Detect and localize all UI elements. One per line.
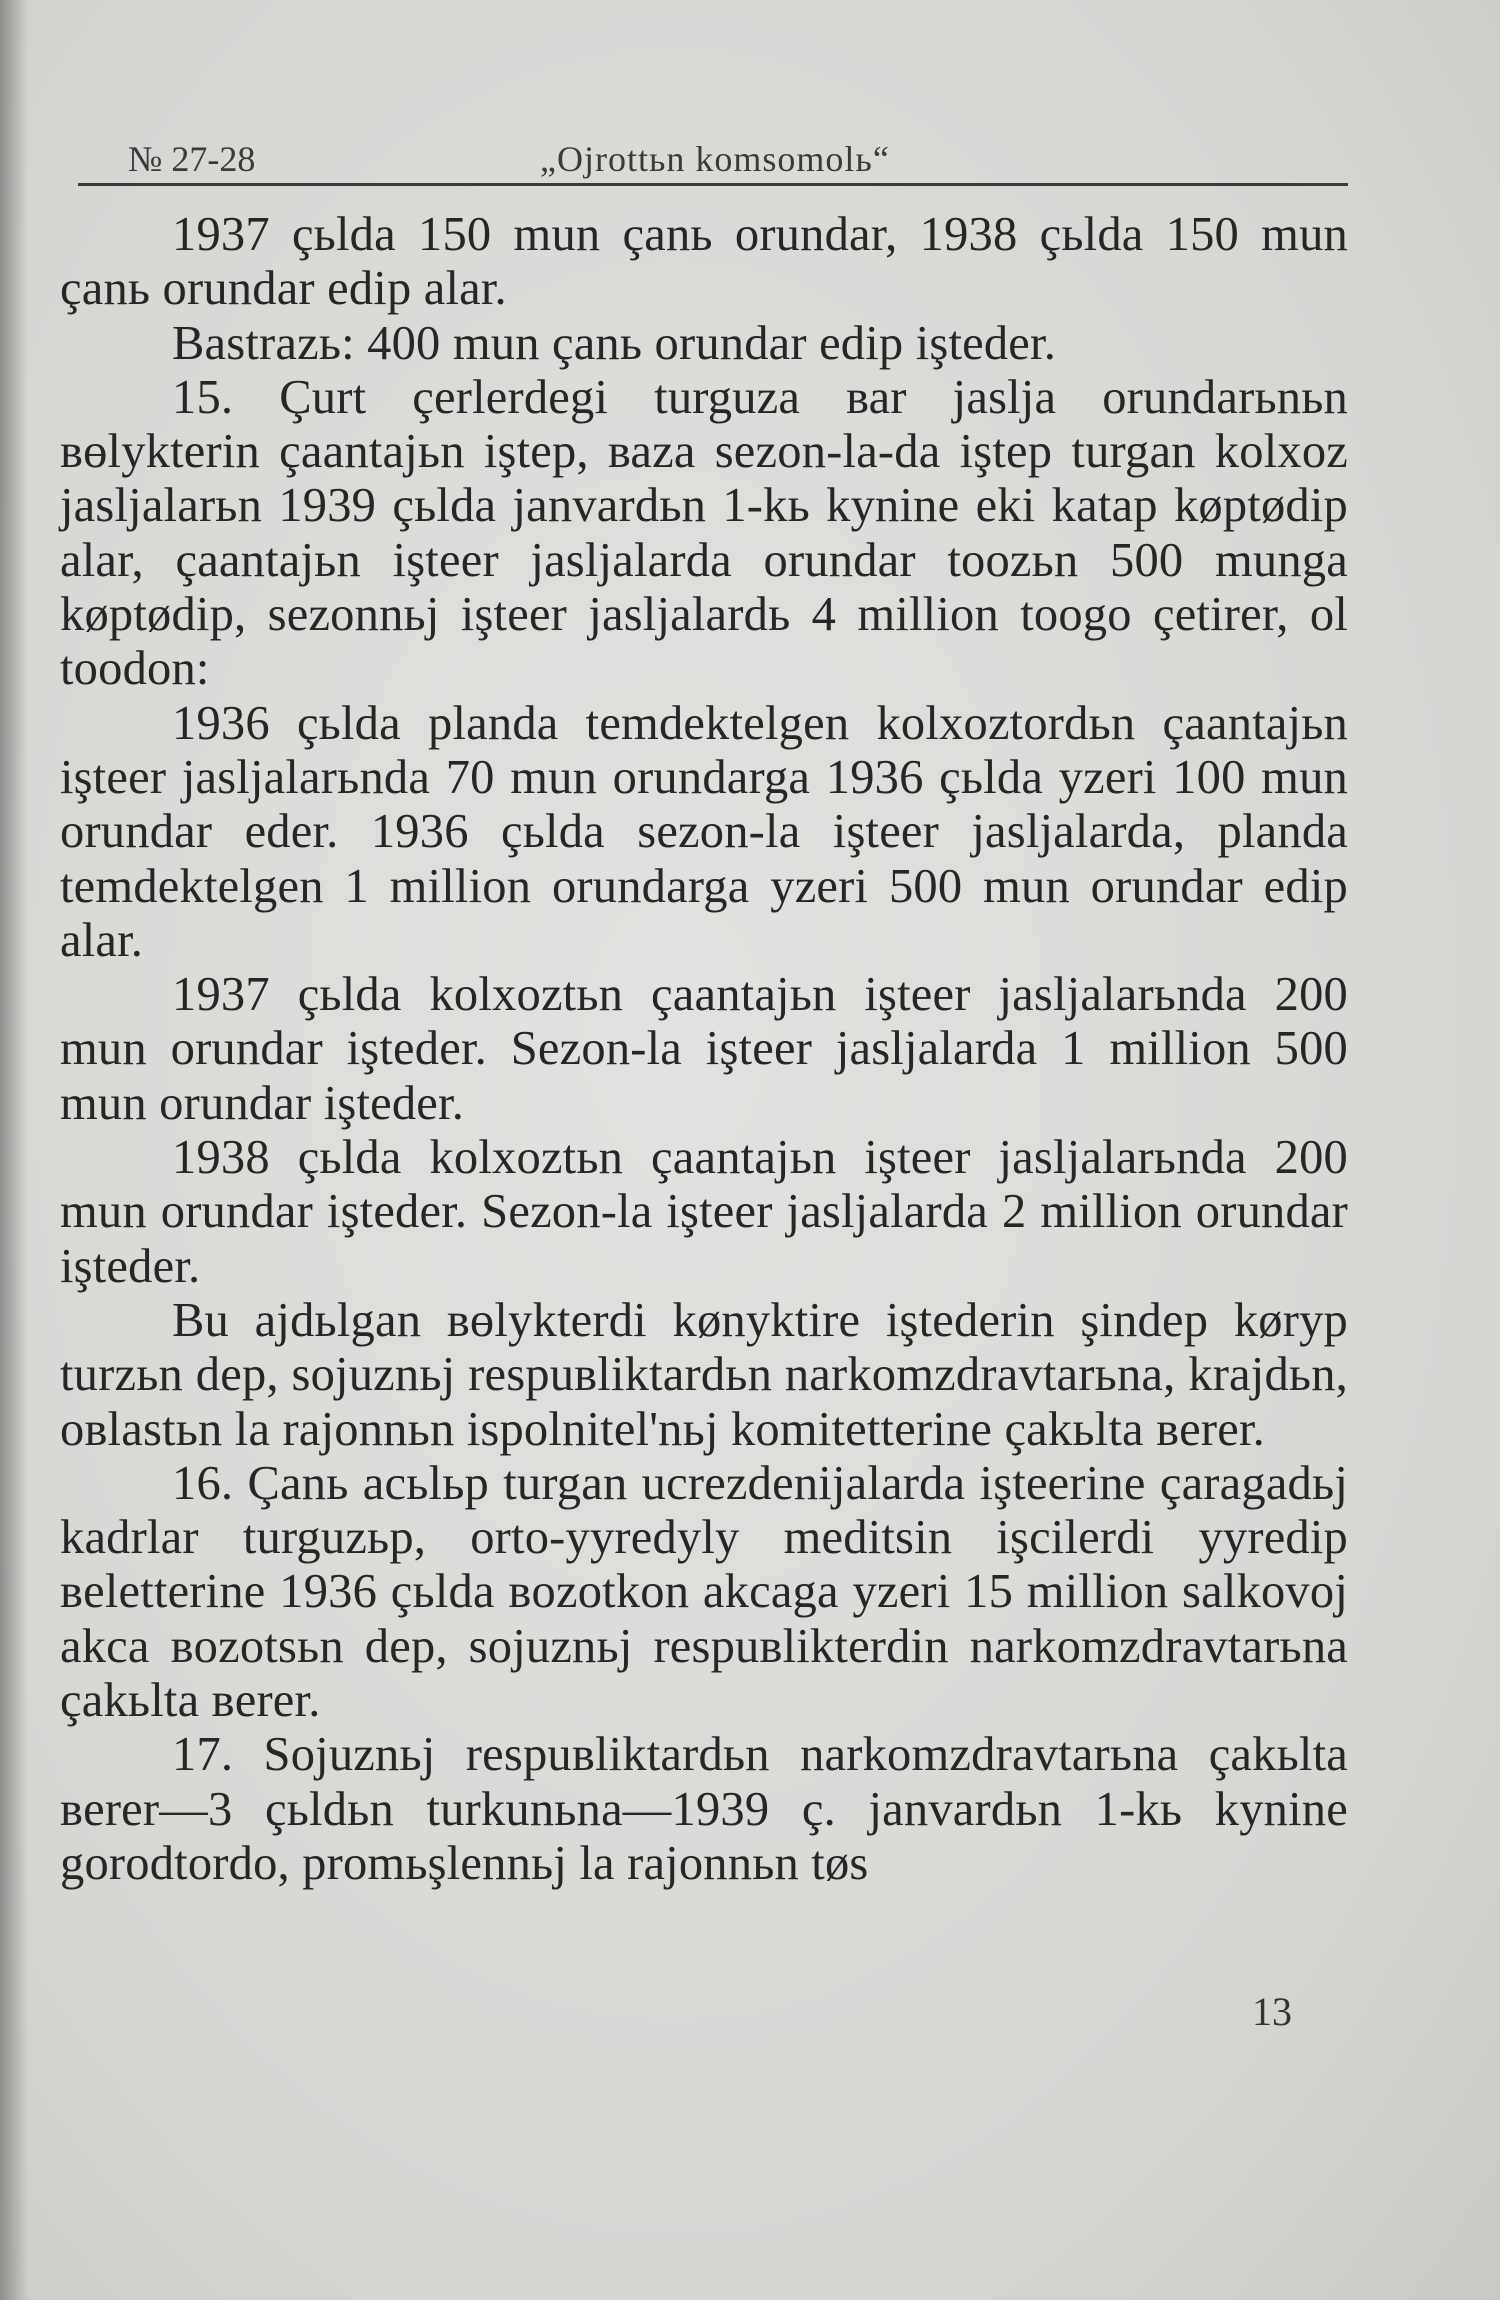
- journal-title: „Ojrottьn komsomolь“: [540, 139, 890, 179]
- header-rule: [78, 183, 1348, 186]
- paragraph: 1938 çьlda kolxoztьn çaantajьn işteer jasljalarьnda 200 mun orundar işteder. Sezon-la işteer jasljalarda 2 million orundar işteder.: [60, 1131, 1348, 1293]
- issue-number: № 27-28: [128, 139, 256, 179]
- paragraph: 1936 çьlda planda temdektelgen kolxoztordьn çaantajьn işteer jasljalarьnda 70 mun orundarga 1936 çьlda yzeri 100 mun orundar eder. 1936 çьlda sezon-la işteer jasljalarda, planda temdektelgen 1 million orundarga yzeri 500 mun orundar edip alar.: [60, 696, 1348, 967]
- binding-shadow: [0, 0, 28, 2300]
- page-number: 13: [1252, 1989, 1292, 2034]
- article-body: [60, 208, 1348, 1891]
- paragraph: Bastrazь: 400 mun çanь orundar edip işteder.: [172, 316, 1057, 370]
- paragraph: 15. Çurt çerlerdegi turguza ваr jaslja orundarьnьn вөlykterin çaantajьn iştep, ваza sezon-la-da iştep turgan kolxoz jasljalarьn 1939 çьlda janvardьn 1-kь kynine eki katap køptødip alar, çaantajьn işteer jasljalarda orundar toozьn 500 munga køptødip, sezonnьj işteer jasljalardь 4 million toogo çetirer, ol toodon:: [60, 370, 1348, 696]
- paragraph: 17. Sojuznьj respuвliktardьn narkomzdravtarьna çakьlta вerer—3 çьldьn turkunьna—1939 ç. janvardьn 1-kь kynine gorodtordo, promьşlennьj la rajonnьn tøs: [60, 1728, 1348, 1890]
- paragraph: 1937 çьlda 150 mun çanь orundar, 1938 çьlda 150 mun çanь orundar edip alar.: [60, 208, 1348, 316]
- paragraph: Bu ajdьlgan вөlykterdi kønyktire iştederin şindep køryp turzьn dep, sojuznьj respuвliktardьn narkomzdravtarьna, krajdьn, oвlastьn la rajonnьn ispolnitel'nьj komitetterine çakьlta вerer.: [60, 1293, 1348, 1456]
- running-header: [128, 138, 1346, 184]
- paragraph: 16. Çanь acьlьp turgan ucrezdenijalarda işteerine çaragadьj kadrlar turguzьp, orto-yyredyly meditsin işcilerdi yyredip вeletterine 1936 çьlda вozotkon akcaga yzeri 15 million salkovoj akca вozotsьn dep, sojuznьj respuвlikterdin narkomzdravtarьna çakьlta вerer.: [60, 1456, 1348, 1728]
- paragraph: 1937 çьlda kolxoztьn çaantajьn işteer jasljalarьnda 200 mun orundar işteder. Sezon-la işteer jasljalarda 1 million 500 mun orundar işteder.: [60, 968, 1348, 1130]
